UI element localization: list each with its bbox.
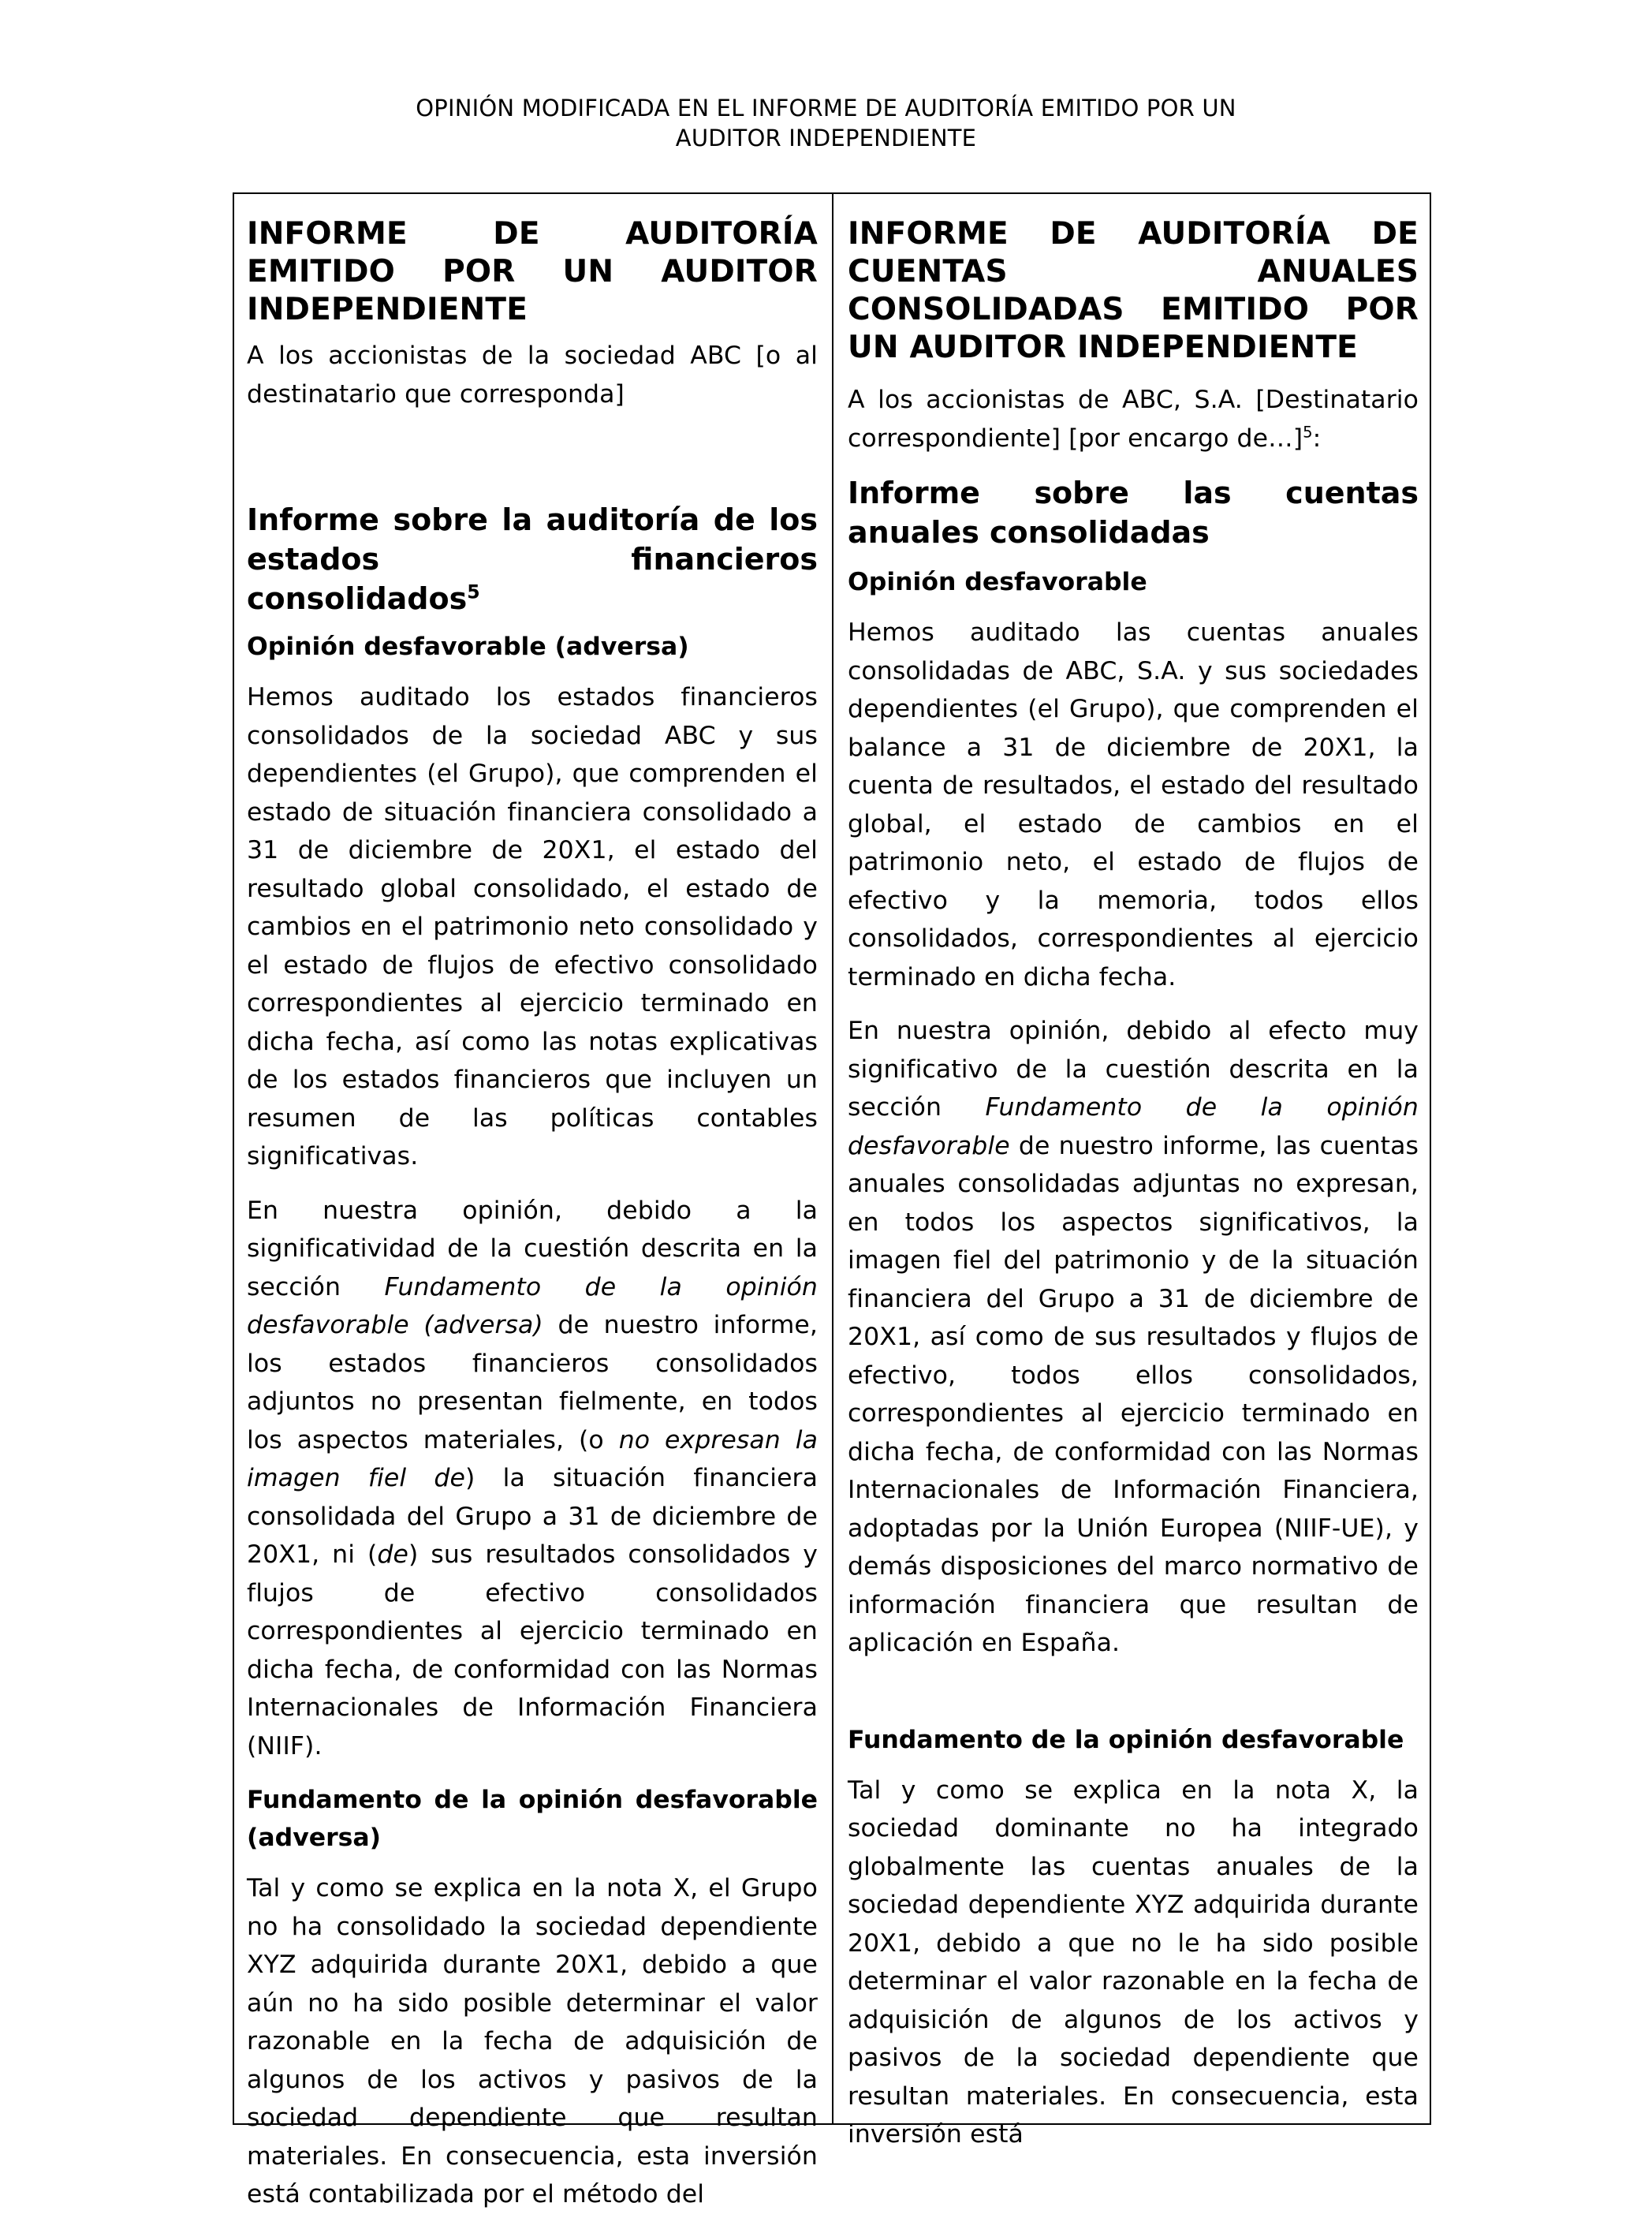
- left-opinion-p2-part-a: En nuestra opinión, debido a la significatividad de la cuestión descrita en la sección: [247, 1196, 818, 1301]
- left-opinion-p2-part-e: ) la situación financiera consolidada del Grupo a 31 de diciembre de 20X1, ni (: [247, 1464, 818, 1569]
- right-opinion-paragraph-1: Hemos auditado las cuentas anuales consolidadas de ABC, S.A. y sus sociedades dependientes (el Grupo), que comprenden el balance a 31 de diciembre de 20X1, la cuenta de resultados, el estado del resultado global, el estado de cambios en el patrimonio neto, el estado de flujos de efectivo y la memoria, todos ellos consolidados, correspondientes al ejercicio terminado en dicha fecha.: [848, 618, 1419, 991]
- right-opinion-p2-part-b: Fundamento de la opinión desfavorable: [848, 1093, 1419, 1160]
- page-header-line-2: AUDITOR INDEPENDIENTE: [675, 125, 977, 151]
- right-basis-paragraph-1: Tal y como se explica en la nota X, la sociedad dominante no ha integrado globalmente las cuentas anuales de la sociedad dependiente XYZ adquirida durante 20X1, debido a que no le ha sido posible determinar el valor razonable en la fecha de adquisición de algunos de los activos y pasivos de la sociedad dependiente que resultan materiales. En consecuencia, esta inversión está: [848, 1775, 1419, 2149]
- left-opinion-p2-part-c: de nuestro informe, los estados financieros consolidados adjuntos no presentan fielmente, en todos los aspectos materiales, (o: [247, 1311, 818, 1454]
- right-addressee-end: :: [1312, 424, 1322, 453]
- column-divider: [832, 194, 833, 2123]
- left-opinion-p2-part-f: de: [377, 1540, 408, 1569]
- right-opinion-p2-part-a: En nuestra opinión, debido al efecto muy significativo de la cuestión descrita en la sección: [848, 1017, 1419, 1122]
- left-opinion-p2-part-g: ) sus resultados consolidados y flujos de efectivo consolidados correspondientes al ejercicio terminado en dicha fecha, de conformidad con las Normas Internacionales de Información Financiera (NIIF).: [247, 1540, 819, 1760]
- left-opinion-paragraph-1: Hemos auditado los estados financieros consolidados de la sociedad ABC y sus dependientes (el Grupo), que comprenden el estado de situación financiera consolidado a 31 de diciembre de 20X1, el estado del resultado global consolidado, el estado de cambios en el patrimonio neto consolidado y el estado de flujos de efectivo consolidado correspondientes al ejercicio terminado en dicha fecha, así como las notas explicativas de los estados financieros que incluyen un resumen de las políticas contables significativas.: [247, 683, 818, 1170]
- right-addressee: [848, 381, 1419, 457]
- page-header-line-1: OPINIÓN MODIFICADA EN EL INFORME DE AUDITORÍA EMITIDO POR UN: [416, 95, 1236, 121]
- right-opinion-p2-part-c: de nuestro informe, las cuentas anuales consolidadas adjuntas no expresan, en todos los aspectos significativos, la imagen fiel del patrimonio y de la situación financiera del Grupo a 31 de diciembre de 20X1, así como de sus resultados y flujos de efectivo, todos ellos consolidados, correspondientes al ejercicio terminado en dicha fecha, de conformidad con las Normas Internacionales de Información Financiera, adoptadas por la Unión Europea (NIIF-UE), y demás disposiciones del marco normativo de información financiera que resultan de aplicación en España.: [848, 1131, 1419, 1657]
- right-addressee-text: A los accionistas de ABC, S.A. [Destinatario correspondiente] [por encargo de…]: [848, 386, 1419, 453]
- right-basis-heading: Fundamento de la opinión desfavorable: [848, 1725, 1404, 1754]
- left-addressee: A los accionistas de la sociedad ABC [o al destinatario que corresponda]: [247, 342, 818, 409]
- right-report-title: INFORME DE AUDITORÍA DE CUENTAS ANUALES CONSOLIDADAS EMITIDO POR UN AUDITOR INDEPENDIENTE: [848, 216, 1419, 365]
- right-opinion-paragraph-2: [848, 1012, 1419, 1663]
- comparison-table: [233, 192, 1431, 2208]
- left-opinion-p2-part-b: Fundamento de la opinión desfavorable (adversa): [247, 1272, 818, 1339]
- left-report-heading-text: Informe sobre la auditoría de los estados financieros consolidados: [247, 502, 818, 616]
- right-opinion-heading: Opinión desfavorable: [848, 568, 1147, 596]
- left-opinion-p2-part-d: no expresan la imagen fiel de: [247, 1425, 818, 1492]
- left-basis-heading: Fundamento de la opinión desfavorable (adversa): [247, 1786, 818, 1852]
- left-opinion-heading: Opinión desfavorable (adversa): [247, 633, 689, 661]
- right-column: [848, 214, 1419, 2154]
- page-header: [0, 93, 1652, 153]
- left-opinion-paragraph-2: [247, 1192, 818, 1766]
- left-report-heading: [247, 500, 818, 618]
- right-report-heading: Informe sobre las cuentas anuales consolidadas: [848, 476, 1419, 550]
- left-column: [247, 214, 818, 2214]
- right-addressee-footnote: 5: [1303, 423, 1313, 441]
- left-report-title: INFORME DE AUDITORÍA EMITIDO POR UN AUDITOR INDEPENDIENTE: [247, 216, 818, 327]
- left-basis-paragraph-1: Tal y como se explica en la nota X, el Grupo no ha consolidado la sociedad dependiente XYZ adquirida durante 20X1, debido a que aún no ha sido posible determinar el valor razonable en la fecha de adquisición de algunos de los activos y pasivos de la sociedad dependiente que resultan materiales. En consecuencia, esta inversión está contabilizada por el método del: [247, 1874, 818, 2208]
- left-report-heading-footnote: 5: [467, 581, 480, 603]
